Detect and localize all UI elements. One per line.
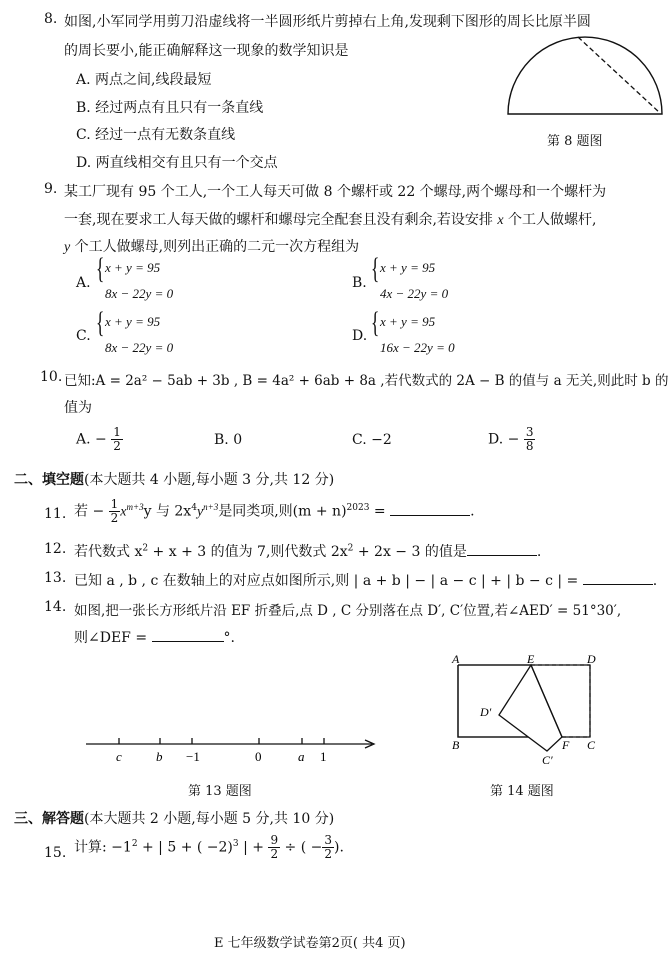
- fig14-label-dprime: D′: [480, 705, 492, 719]
- page-footer: E 七年级数学试卷第2页( 共4 页): [214, 936, 406, 951]
- q15-f2-num: 3: [324, 833, 333, 847]
- q8-option-a: A. 两点之间,线段最短: [76, 72, 212, 88]
- fig13-caption: 第 13 题图: [188, 784, 252, 799]
- q9-option-c-brace: {: [95, 306, 105, 339]
- q15-f1-den: 2: [270, 847, 279, 861]
- q11-mid: 是同类项,则(m + n): [218, 503, 347, 520]
- q14-stem-line1: 如图,把一张长方形纸片沿 EF 折叠后,点 D , C 分别落在点 D′, C′位置,若∠AED′ = 51°30′,: [74, 603, 622, 619]
- q10-option-d-sign: −: [507, 431, 520, 448]
- q14-number: 14.: [44, 599, 67, 615]
- fig13-label-neg1: −1: [186, 749, 200, 764]
- q9-option-b-brace: {: [370, 252, 380, 285]
- q9-option-d-label: D.: [352, 328, 368, 344]
- q11-pre: 若 −: [74, 503, 105, 520]
- q11-term2b: y: [196, 504, 204, 520]
- q15-fraction-1: [268, 834, 280, 861]
- q9-option-a-eq2: 8x − 22y = 0: [105, 286, 174, 301]
- q11-number: 11.: [44, 506, 67, 522]
- q15-mid2: | +: [238, 839, 269, 856]
- q11-frac-num: 1: [110, 497, 119, 511]
- fig14-label-d: D: [587, 652, 596, 666]
- q8-stem-line2: 的周长要小,能正确解释这一现象的数学知识是: [64, 43, 349, 59]
- q10-option-a: [76, 426, 123, 453]
- q9-var-y: y: [64, 240, 71, 255]
- q13-end: .: [652, 573, 658, 589]
- q10-option-a-fraction: [111, 426, 123, 453]
- fig13-label-c: c: [116, 749, 122, 764]
- q8-number: 8.: [44, 11, 58, 27]
- q8-option-b: B. 经过两点有且只有一条直线: [76, 100, 264, 116]
- q11-fraction: [109, 498, 121, 525]
- q9-stem-line3: [64, 236, 359, 256]
- q9-var-x: x: [497, 213, 504, 228]
- q15-f1-num: 9: [270, 833, 279, 847]
- q15-mid: + | 5 + ( −2): [137, 839, 233, 856]
- q9-option-a-label: A.: [76, 275, 91, 291]
- q11-exp4: 2023: [346, 502, 370, 513]
- q10-stem-line1: 已知:A = 2a² − 5ab + 3b , B = 4a² + 6ab + 8a ,若代数式的 2A − B 的值与 a 无关,则此时 b 的: [64, 373, 669, 389]
- q14-stem-line2: [74, 627, 235, 647]
- fig14-caption: 第 14 题图: [490, 784, 554, 799]
- q11-stem: [74, 498, 475, 525]
- q9-option-c-eq1: x + y = 95: [105, 314, 161, 329]
- q15-sq: 2: [131, 838, 138, 849]
- q9-option-a-eq1: x + y = 95: [105, 260, 161, 275]
- q9-stem-line2-text: 一套,现在要求工人每天做的螺杆和螺母完全配套且没有剩余,若设安排: [64, 212, 493, 228]
- q13-number: 13.: [44, 570, 67, 586]
- section-2-note: (本大题共 4 小题,每小题 3 分,共 12 分): [84, 472, 335, 488]
- q11-frac-den: 2: [110, 511, 119, 525]
- q12-stem: [74, 541, 541, 561]
- q10-option-d: [488, 426, 535, 453]
- q13-stem: [74, 570, 657, 590]
- q9-option-c-eq2: 8x − 22y = 0: [105, 340, 174, 355]
- q12-end: .: [536, 544, 542, 560]
- q10-option-a-den: 2: [113, 439, 121, 453]
- q8-figure-caption: 第 8 题图: [547, 134, 603, 149]
- q10-option-d-num: 3: [525, 425, 534, 439]
- q9-option-b-label: B.: [352, 275, 367, 291]
- q9-option-d-eq2: 16x − 22y = 0: [380, 340, 455, 355]
- q8-option-d: D. 两直线相交有且只有一个交点: [76, 155, 278, 171]
- q12-pre: 若代数式 x: [74, 544, 143, 560]
- q9-number: 9.: [44, 181, 58, 197]
- q9-option-a-brace: {: [95, 252, 105, 285]
- q14-end: °.: [223, 630, 235, 646]
- q11-answer-blank[interactable]: [390, 501, 470, 516]
- q12-sq: 2: [142, 543, 149, 554]
- q9-option-d-eq1: x + y = 95: [380, 314, 436, 329]
- q9-option-b-eq2: 4x − 22y = 0: [380, 286, 449, 301]
- q11-term1: x: [120, 504, 127, 520]
- fig14-fold-figure: [450, 652, 610, 767]
- q9-stem-line2-end: 个工人做螺杆,: [508, 212, 597, 228]
- q11-post: =: [369, 503, 391, 520]
- q10-option-d-den: 8: [525, 439, 534, 453]
- fig13-label-1: 1: [320, 749, 327, 764]
- q9-stem-line3-text: 个工人做螺母,则列出正确的二元一次方程组为: [74, 239, 360, 255]
- q15-mid3: ÷ ( −: [280, 839, 323, 856]
- q10-option-c: C. −2: [352, 432, 392, 448]
- q8-option-c: C. 经过一点有无数条直线: [76, 127, 236, 143]
- fig13-number-line: [86, 730, 386, 770]
- q14-line2-text: 则∠DEF =: [74, 630, 152, 646]
- q15-pre: 计算: −1: [74, 839, 132, 856]
- q10-option-a-label: A.: [76, 431, 91, 448]
- section-2-title: 二、填空题: [14, 472, 84, 488]
- q9-stem-line2: [64, 209, 596, 229]
- q9-option-d-brace: {: [370, 306, 380, 339]
- q8-stem-line1: 如图,小军同学用剪刀沿虚线将一半圆形纸片剪掉右上角,发现剩下图形的周长比原半圆: [64, 14, 591, 30]
- q10-option-a-sign: −: [95, 431, 107, 448]
- q10-option-b: B. 0: [214, 432, 243, 448]
- q15-stem: [74, 834, 344, 861]
- q10-option-d-fraction: [524, 426, 536, 453]
- q12-mid: + x + 3 的值为 7,则代数式 2x: [148, 544, 348, 560]
- q15-end: ).: [334, 839, 344, 856]
- fig13-label-0: 0: [255, 749, 262, 764]
- q11-term1b: y 与 2x: [143, 503, 192, 520]
- q12-number: 12.: [44, 541, 67, 557]
- q14-answer-blank[interactable]: [152, 627, 224, 642]
- fig13-label-b: b: [156, 749, 163, 764]
- q11-end: .: [470, 503, 475, 520]
- fig14-label-c: C: [587, 738, 596, 752]
- section-3-note: (本大题共 2 小题,每小题 5 分,共 10 分): [84, 811, 335, 827]
- q10-number: 10.: [40, 369, 63, 385]
- q10-option-a-num: 1: [113, 425, 121, 439]
- q12-post: + 2x − 3 的值是: [353, 544, 467, 560]
- fig14-label-e: E: [527, 652, 535, 666]
- q15-f2-den: 2: [324, 847, 333, 861]
- section-2-heading: [14, 469, 334, 489]
- q10-stem-line2: 值为: [64, 400, 92, 416]
- fig14-label-a: A: [452, 652, 460, 666]
- q8-semicircle-figure: [505, 37, 665, 117]
- section-3-heading: [14, 808, 334, 828]
- fig14-label-cprime: C′: [542, 753, 553, 767]
- q13-answer-blank[interactable]: [583, 570, 653, 585]
- q13-text: 已知 a , b , c 在数轴上的对应点如图所示,则 | a + b | − | a − c | + | b − c | =: [74, 573, 583, 589]
- fig14-label-f: F: [562, 738, 570, 752]
- fig14-label-b: B: [452, 738, 460, 752]
- q9-option-c-label: C.: [76, 328, 91, 344]
- q15-fraction-2: [322, 834, 334, 861]
- q11-exp3: n+3: [203, 501, 219, 512]
- q11-exp1: m+3: [126, 501, 144, 512]
- q12-answer-blank[interactable]: [467, 541, 537, 556]
- fig13-label-a: a: [298, 749, 305, 764]
- q9-option-b-eq1: x + y = 95: [380, 260, 436, 275]
- q10-option-d-label: D.: [488, 431, 504, 448]
- q15-number: 15.: [44, 845, 67, 861]
- q12-sq2: 2: [347, 543, 354, 554]
- q9-stem-line1: 某工厂现有 95 个工人,一个工人每天可做 8 个螺杆或 22 个螺母,两个螺母和一个螺杆为: [64, 184, 607, 200]
- q11-exp2: 4: [191, 502, 197, 513]
- section-3-title: 三、解答题: [14, 811, 84, 827]
- q15-cube: 3: [232, 838, 239, 849]
